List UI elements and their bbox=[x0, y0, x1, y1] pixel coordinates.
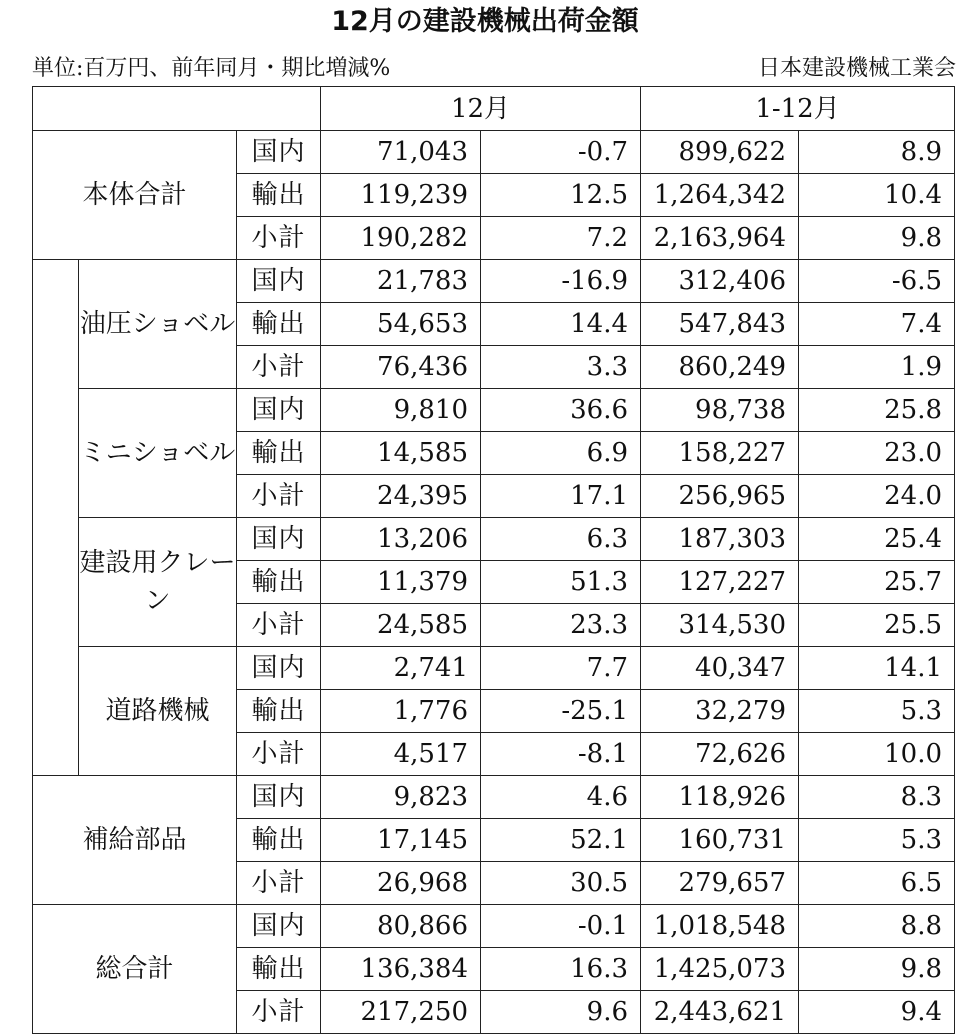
ytd-change: 6.5 bbox=[799, 862, 955, 905]
group-label: ミニショベル bbox=[79, 389, 237, 518]
ytd-change: 5.3 bbox=[799, 690, 955, 733]
ytd-value: 2,163,964 bbox=[641, 217, 799, 260]
header-corner bbox=[33, 87, 321, 131]
row-kind: 小計 bbox=[237, 475, 321, 518]
ytd-value: 187,303 bbox=[641, 518, 799, 561]
ytd-value: 547,843 bbox=[641, 303, 799, 346]
ytd-value: 2,443,621 bbox=[641, 991, 799, 1034]
group-label: 建設用クレーン bbox=[79, 518, 237, 647]
unit-note: 単位:百万円、前年同月・期比増減% bbox=[32, 56, 391, 81]
month-change: -8.1 bbox=[481, 733, 641, 776]
ytd-change: 10.4 bbox=[799, 174, 955, 217]
table-row bbox=[33, 131, 955, 174]
month-value: 2,741 bbox=[321, 647, 481, 690]
month-change: -0.1 bbox=[481, 905, 641, 948]
month-value: 9,810 bbox=[321, 389, 481, 432]
row-kind: 小計 bbox=[237, 346, 321, 389]
page-title: 12月の建設機械出荷金額 bbox=[331, 6, 639, 37]
month-value: 17,145 bbox=[321, 819, 481, 862]
ytd-change: 25.8 bbox=[799, 389, 955, 432]
ytd-change: -6.5 bbox=[799, 260, 955, 303]
month-change: -16.9 bbox=[481, 260, 641, 303]
row-kind: 輸出 bbox=[237, 174, 321, 217]
month-change: 3.3 bbox=[481, 346, 641, 389]
ytd-change: 7.4 bbox=[799, 303, 955, 346]
ytd-change: 5.3 bbox=[799, 819, 955, 862]
month-change: 23.3 bbox=[481, 604, 641, 647]
month-change: 9.6 bbox=[481, 991, 641, 1034]
month-value: 11,379 bbox=[321, 561, 481, 604]
ytd-change: 25.4 bbox=[799, 518, 955, 561]
month-change: 36.6 bbox=[481, 389, 641, 432]
ytd-value: 899,622 bbox=[641, 131, 799, 174]
month-value: 119,239 bbox=[321, 174, 481, 217]
month-value: 4,517 bbox=[321, 733, 481, 776]
month-value: 1,776 bbox=[321, 690, 481, 733]
month-change: 7.2 bbox=[481, 217, 641, 260]
ytd-value: 160,731 bbox=[641, 819, 799, 862]
row-kind: 小計 bbox=[237, 604, 321, 647]
ytd-value: 118,926 bbox=[641, 776, 799, 819]
ytd-value: 127,227 bbox=[641, 561, 799, 604]
month-change: 6.9 bbox=[481, 432, 641, 475]
row-kind: 輸出 bbox=[237, 690, 321, 733]
group-label: 総合計 bbox=[33, 905, 237, 1034]
month-change: 30.5 bbox=[481, 862, 641, 905]
ytd-change: 8.8 bbox=[799, 905, 955, 948]
shipment-table bbox=[32, 86, 955, 1034]
row-kind: 国内 bbox=[237, 131, 321, 174]
table-row bbox=[33, 776, 955, 819]
column-header-ytd: 1-12月 bbox=[641, 87, 955, 131]
row-kind: 輸出 bbox=[237, 819, 321, 862]
month-change: 16.3 bbox=[481, 948, 641, 991]
ytd-value: 40,347 bbox=[641, 647, 799, 690]
month-value: 76,436 bbox=[321, 346, 481, 389]
month-value: 14,585 bbox=[321, 432, 481, 475]
month-value: 24,395 bbox=[321, 475, 481, 518]
ytd-value: 1,018,548 bbox=[641, 905, 799, 948]
ytd-value: 98,738 bbox=[641, 389, 799, 432]
table-row bbox=[33, 905, 955, 948]
group-label: 道路機械 bbox=[79, 647, 237, 776]
row-kind: 輸出 bbox=[237, 432, 321, 475]
row-kind: 国内 bbox=[237, 776, 321, 819]
month-value: 13,206 bbox=[321, 518, 481, 561]
month-change: 17.1 bbox=[481, 475, 641, 518]
row-kind: 国内 bbox=[237, 647, 321, 690]
ytd-change: 24.0 bbox=[799, 475, 955, 518]
month-value: 71,043 bbox=[321, 131, 481, 174]
ytd-change: 25.7 bbox=[799, 561, 955, 604]
month-change: 52.1 bbox=[481, 819, 641, 862]
month-value: 26,968 bbox=[321, 862, 481, 905]
row-kind: 国内 bbox=[237, 260, 321, 303]
ytd-change: 1.9 bbox=[799, 346, 955, 389]
ytd-change: 9.8 bbox=[799, 948, 955, 991]
month-change: -0.7 bbox=[481, 131, 641, 174]
ytd-change: 10.0 bbox=[799, 733, 955, 776]
row-kind: 国内 bbox=[237, 518, 321, 561]
organization-name: 日本建設機械工業会 bbox=[757, 56, 956, 81]
header-row bbox=[33, 87, 955, 131]
row-kind: 国内 bbox=[237, 389, 321, 432]
ytd-value: 72,626 bbox=[641, 733, 799, 776]
row-kind: 小計 bbox=[237, 217, 321, 260]
row-kind: 輸出 bbox=[237, 561, 321, 604]
ytd-value: 1,425,073 bbox=[641, 948, 799, 991]
month-value: 21,783 bbox=[321, 260, 481, 303]
table-row bbox=[33, 518, 955, 561]
indent-spacer bbox=[33, 260, 79, 776]
month-value: 9,823 bbox=[321, 776, 481, 819]
row-kind: 小計 bbox=[237, 733, 321, 776]
month-value: 24,585 bbox=[321, 604, 481, 647]
month-change: 12.5 bbox=[481, 174, 641, 217]
ytd-value: 279,657 bbox=[641, 862, 799, 905]
ytd-value: 860,249 bbox=[641, 346, 799, 389]
month-change: 7.7 bbox=[481, 647, 641, 690]
row-kind: 国内 bbox=[237, 905, 321, 948]
ytd-change: 9.4 bbox=[799, 991, 955, 1034]
month-change: -25.1 bbox=[481, 690, 641, 733]
ytd-value: 312,406 bbox=[641, 260, 799, 303]
table-row bbox=[33, 647, 955, 690]
month-value: 136,384 bbox=[321, 948, 481, 991]
ytd-change: 8.3 bbox=[799, 776, 955, 819]
month-value: 217,250 bbox=[321, 991, 481, 1034]
ytd-change: 25.5 bbox=[799, 604, 955, 647]
row-kind: 小計 bbox=[237, 862, 321, 905]
row-kind: 輸出 bbox=[237, 948, 321, 991]
month-change: 6.3 bbox=[481, 518, 641, 561]
group-label: 油圧ショベル bbox=[79, 260, 237, 389]
group-label: 補給部品 bbox=[33, 776, 237, 905]
ytd-value: 256,965 bbox=[641, 475, 799, 518]
row-kind: 小計 bbox=[237, 991, 321, 1034]
ytd-change: 23.0 bbox=[799, 432, 955, 475]
ytd-change: 9.8 bbox=[799, 217, 955, 260]
column-header-month: 12月 bbox=[321, 87, 641, 131]
ytd-change: 14.1 bbox=[799, 647, 955, 690]
table-row bbox=[33, 389, 955, 432]
group-label: 本体合計 bbox=[33, 131, 237, 260]
ytd-value: 32,279 bbox=[641, 690, 799, 733]
ytd-value: 158,227 bbox=[641, 432, 799, 475]
ytd-value: 1,264,342 bbox=[641, 174, 799, 217]
month-value: 190,282 bbox=[321, 217, 481, 260]
ytd-change: 8.9 bbox=[799, 131, 955, 174]
month-value: 54,653 bbox=[321, 303, 481, 346]
ytd-value: 314,530 bbox=[641, 604, 799, 647]
month-change: 51.3 bbox=[481, 561, 641, 604]
month-change: 14.4 bbox=[481, 303, 641, 346]
month-value: 80,866 bbox=[321, 905, 481, 948]
table-row bbox=[33, 260, 955, 303]
month-change: 4.6 bbox=[481, 776, 641, 819]
row-kind: 輸出 bbox=[237, 303, 321, 346]
